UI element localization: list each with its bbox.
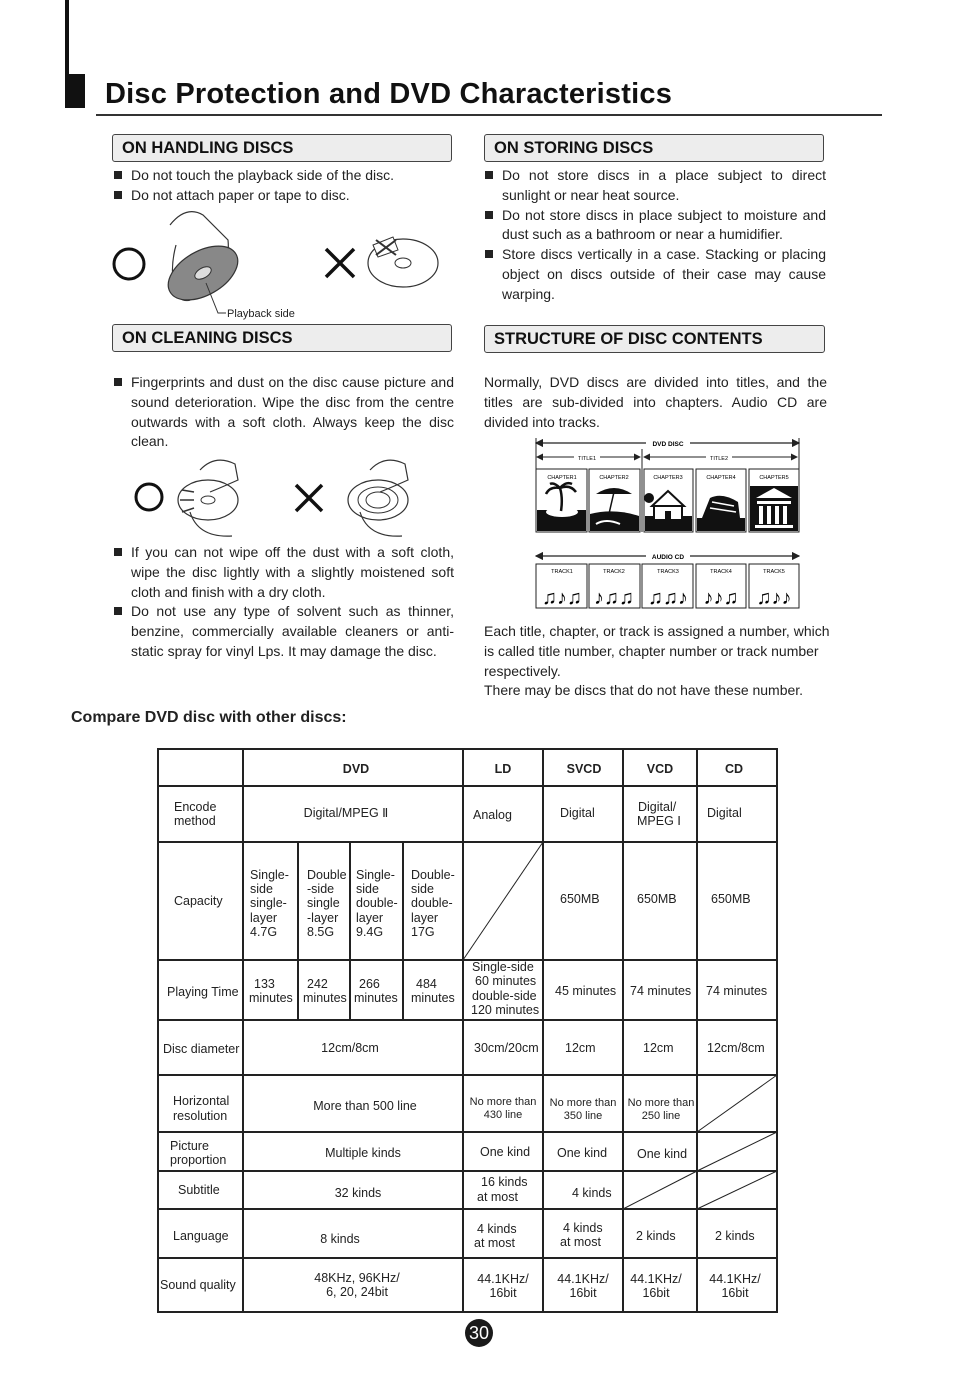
capacity-dvd-2-line: -layer xyxy=(307,911,339,925)
diameter-dvd: 12cm/8cm xyxy=(321,1041,379,1055)
capacity-dvd-1-line: layer xyxy=(250,911,278,925)
encode-vcd-2: MPEG Ⅰ xyxy=(637,814,681,828)
cross-icon xyxy=(296,485,322,511)
row-label-language: Language xyxy=(173,1229,229,1243)
sound-vcd-1: 44.1KHz/ xyxy=(630,1272,682,1286)
track-cells xyxy=(536,564,799,609)
sound-ld-1: 44.1KHz/ xyxy=(477,1272,529,1286)
structure-outro xyxy=(484,622,832,701)
sound-svcd-2: 16bit xyxy=(569,1286,597,1300)
playing-ld-3: double-side xyxy=(472,989,537,1003)
sound-dvd-1: 48KHz, 96KHz/ xyxy=(314,1271,400,1285)
wiping-disc-wrong-icon xyxy=(348,460,408,536)
handling-bullet-2: Do not attach paper or tape to disc. xyxy=(112,186,457,206)
cleaning-bullet-1: Fingerprints and dust on the disc cause picture and sound deterioration. Wipe the disc from the centre outwards with a soft cloth. Always keep the disc clean. xyxy=(112,373,454,452)
chapter4-label: CHAPTER4 xyxy=(706,475,736,481)
capacity-dvd-1-line: 4.7G xyxy=(250,925,278,939)
row-label-picture-2: proportion xyxy=(170,1153,227,1167)
horizontal-svcd-2: 350 line xyxy=(563,1110,603,1122)
horizontal-svcd-1: No more than xyxy=(549,1097,617,1109)
playing-dvd-2-num: 242 xyxy=(307,977,328,991)
row-label-picture-1: Picture xyxy=(170,1139,209,1153)
playing-cd: 74 minutes xyxy=(706,984,768,998)
playback-side-caption: Playback side xyxy=(227,308,295,320)
encode-dvd: Digital/MPEG Ⅱ xyxy=(303,806,389,820)
sound-dvd-2: 6, 20, 24bit xyxy=(326,1285,388,1299)
header-block xyxy=(65,74,85,108)
row-label-diameter: Disc diameter xyxy=(163,1042,240,1056)
storing-bullet-2: Do not store discs in place subject to moisture and dust such as a bathroom or near a humidifier. xyxy=(483,206,826,246)
ok-circle-icon xyxy=(114,249,144,279)
sound-cd-1: 44.1KHz/ xyxy=(709,1272,761,1286)
handling-bullet-1: Do not touch the playback side of the disc. xyxy=(112,166,457,186)
capacity-dvd-3-line: side xyxy=(356,882,379,896)
language-vcd: 2 kinds xyxy=(636,1229,676,1243)
capacity-dvd-4 xyxy=(411,868,455,939)
row-label-horizontal-1: Horizontal xyxy=(173,1094,230,1108)
sound-cd-2: 16bit xyxy=(721,1286,749,1300)
capacity-dvd-2 xyxy=(307,868,347,939)
playing-ld-4: 120 minutes xyxy=(471,1003,540,1017)
playing-dvd-4-num: 484 xyxy=(416,977,437,991)
capacity-dvd-3-line: double- xyxy=(356,896,398,910)
music-notes-icon: ♫♫♪ xyxy=(648,587,688,609)
subtitle-ld-2: at most xyxy=(477,1190,518,1204)
page-title: Disc Protection and DVD Characteristics xyxy=(105,78,673,110)
storing-bullet-3: Store discs vertically in a case. Stacking or placing object on discs outside of their case may cause warping. xyxy=(483,245,826,304)
capacity-dvd-4-line: side xyxy=(411,882,434,896)
row-label-playing: Playing Time xyxy=(167,985,239,999)
audio-cd-label: AUDIO CD xyxy=(651,554,685,561)
row-label-encode-2: method xyxy=(174,814,216,828)
cross-icon xyxy=(326,249,354,277)
playing-ld-1: Single-side xyxy=(472,960,534,974)
row-label-sound: Sound quality xyxy=(160,1278,236,1292)
header-dvd: DVD xyxy=(342,762,370,776)
track5-label: TRACK5 xyxy=(763,569,785,575)
header-vcd: VCD xyxy=(646,762,674,776)
language-svcd-2: at most xyxy=(560,1235,601,1249)
subtitle-ld-1: 16 kinds xyxy=(481,1175,528,1189)
title2-label: TITLE2 xyxy=(709,456,729,462)
title-rule xyxy=(96,114,882,116)
page-number: 30 xyxy=(465,1319,493,1347)
cleaning-bullet-3: Do not use any type of solvent such as thinner, benzine, commercially available cleaners or anti-static spray for vinyl Lps. It may damage the disc. xyxy=(112,602,454,661)
chapter2-label: CHAPTER2 xyxy=(599,475,629,481)
playing-vcd: 74 minutes xyxy=(630,984,692,998)
wiping-disc-correct-icon xyxy=(178,460,238,536)
playing-dvd-1-unit: minutes xyxy=(249,991,293,1005)
dvd-disc-label: DVD DISC xyxy=(652,441,684,448)
diameter-ld: 30cm/20cm xyxy=(474,1041,539,1055)
cleaning-bullets-b xyxy=(112,543,454,662)
horizontal-dvd: More than 500 line xyxy=(313,1099,417,1113)
capacity-dvd-1-line: side xyxy=(250,882,273,896)
picture-svcd: One kind xyxy=(557,1146,608,1160)
capacity-svcd: 650MB xyxy=(560,892,600,906)
horizontal-ld-2: 430 line xyxy=(483,1109,523,1121)
track1-label: TRACK1 xyxy=(551,569,573,575)
capacity-dvd-2-line: Double xyxy=(307,868,347,882)
capacity-dvd-4-line: layer xyxy=(411,911,439,925)
track2-label: TRACK2 xyxy=(603,569,625,575)
diameter-vcd: 12cm xyxy=(643,1041,674,1055)
capacity-dvd-2-line: single xyxy=(307,896,340,910)
encode-svcd: Digital xyxy=(560,806,595,820)
cleaning-heading: ON CLEANING DISCS xyxy=(112,324,452,352)
picture-ld: One kind xyxy=(480,1145,531,1159)
capacity-vcd: 650MB xyxy=(637,892,677,906)
disc-with-tape-icon xyxy=(368,237,438,287)
capacity-dvd-4-line: 17G xyxy=(411,925,435,939)
music-notes-icon: ♫♪♫ xyxy=(542,587,582,609)
compare-heading: Compare DVD disc with other discs: xyxy=(71,709,347,726)
capacity-dvd-2-line: -side xyxy=(307,882,335,896)
cleaning-bullet-2: If you can not wipe off the dust with a soft cloth, wipe the disc lightly with a slightly moistened soft cloth and finish with a dry cloth. xyxy=(112,543,454,602)
header-svcd: SVCD xyxy=(566,762,602,776)
handling-illustration xyxy=(108,205,448,323)
capacity-dvd-3-line: Single- xyxy=(356,868,395,882)
capacity-dvd-1-line: single- xyxy=(250,896,287,910)
hand-holding-disc-icon xyxy=(159,212,247,313)
header-cd: CD xyxy=(724,762,744,776)
sound-vcd-2: 16bit xyxy=(642,1286,670,1300)
music-notes-icon: ♪♫♫ xyxy=(594,587,634,609)
encode-cd: Digital xyxy=(707,806,742,820)
disc-structure-diagram xyxy=(534,436,802,612)
structure-outro-2: There may be discs that do not have these number. xyxy=(484,682,804,699)
structure-outro-1: Each title, chapter, or track is assigned a number, which is called title number, chapter number or track number respectively. xyxy=(484,623,830,679)
sound-ld-2: 16bit xyxy=(489,1286,517,1300)
capacity-dvd-2-line: 8.5G xyxy=(307,925,335,939)
capacity-dvd-3 xyxy=(356,868,398,939)
capacity-dvd-1-line: Single- xyxy=(250,868,289,882)
table-grid xyxy=(158,749,777,1312)
picture-vcd: One kind xyxy=(637,1147,688,1161)
row-label-subtitle: Subtitle xyxy=(178,1183,220,1197)
track3-label: TRACK3 xyxy=(657,569,679,575)
cleaning-bullets-a xyxy=(112,373,454,452)
header-ld: LD xyxy=(494,762,512,776)
cleaning-illustration xyxy=(120,452,455,544)
playing-dvd-2-unit: minutes xyxy=(303,991,347,1005)
ok-circle-icon xyxy=(136,484,162,510)
diameter-svcd: 12cm xyxy=(565,1041,596,1055)
structure-intro: Normally, DVD discs are divided into titles, and the titles are sub-divided into chapters. Audio CD are divided into tracks. xyxy=(484,374,827,430)
handling-bullets xyxy=(112,166,457,206)
capacity-dvd-1 xyxy=(250,868,289,939)
language-ld-2: at most xyxy=(474,1236,515,1250)
storing-bullets xyxy=(483,166,826,305)
playing-svcd: 45 minutes xyxy=(555,984,617,998)
playing-dvd-1-num: 133 xyxy=(254,977,275,991)
row-label-horizontal-2: resolution xyxy=(173,1109,228,1123)
language-ld-1: 4 kinds xyxy=(477,1222,517,1236)
playing-dvd-3-num: 266 xyxy=(359,977,380,991)
track4-label: TRACK4 xyxy=(710,569,732,575)
music-notes-icon: ♪♪♫ xyxy=(703,587,739,609)
subtitle-dvd: 32 kinds xyxy=(334,1186,382,1200)
playing-dvd-3-unit: minutes xyxy=(354,991,398,1005)
capacity-cd: 650MB xyxy=(711,892,751,906)
row-label-capacity: Capacity xyxy=(174,894,223,908)
sound-svcd-1: 44.1KHz/ xyxy=(557,1272,609,1286)
chapter5-label: CHAPTER5 xyxy=(759,475,789,481)
subtitle-svcd: 4 kinds xyxy=(572,1186,612,1200)
temple-icon xyxy=(750,486,798,531)
encode-vcd-1: Digital/ xyxy=(638,800,677,814)
title1-label: TITLE1 xyxy=(577,456,597,462)
capacity-dvd-4-line: double- xyxy=(411,896,453,910)
diameter-cd: 12cm/8cm xyxy=(707,1041,765,1055)
handling-heading: ON HANDLING DISCS xyxy=(112,134,452,162)
language-dvd: 8 kinds xyxy=(320,1232,360,1246)
horizontal-vcd-1: No more than xyxy=(627,1097,695,1109)
language-svcd-1: 4 kinds xyxy=(563,1221,603,1235)
horizontal-vcd-2: 250 line xyxy=(641,1110,681,1122)
chapter1-label: CHAPTER1 xyxy=(547,475,577,481)
picture-dvd: Multiple kinds xyxy=(325,1146,401,1160)
chapter3-label: CHAPTER3 xyxy=(653,475,683,481)
language-cd: 2 kinds xyxy=(715,1229,755,1243)
playing-dvd-4-unit: minutes xyxy=(411,991,455,1005)
storing-bullet-1: Do not store discs in a place subject to direct sunlight or near heat source. xyxy=(483,166,826,206)
capacity-dvd-3-line: 9.4G xyxy=(356,925,384,939)
row-label-encode-1: Encode xyxy=(174,800,217,814)
playing-ld-2: 60 minutes xyxy=(475,974,537,988)
capacity-dvd-3-line: layer xyxy=(356,911,384,925)
structure-heading: STRUCTURE OF DISC CONTENTS xyxy=(484,325,825,353)
music-notes-icon: ♫♪♪ xyxy=(756,587,792,609)
capacity-dvd-4-line: Double- xyxy=(411,868,455,882)
storing-heading: ON STORING DISCS xyxy=(484,134,824,162)
encode-ld: Analog xyxy=(473,808,512,822)
horizontal-ld-1: No more than xyxy=(469,1096,537,1108)
